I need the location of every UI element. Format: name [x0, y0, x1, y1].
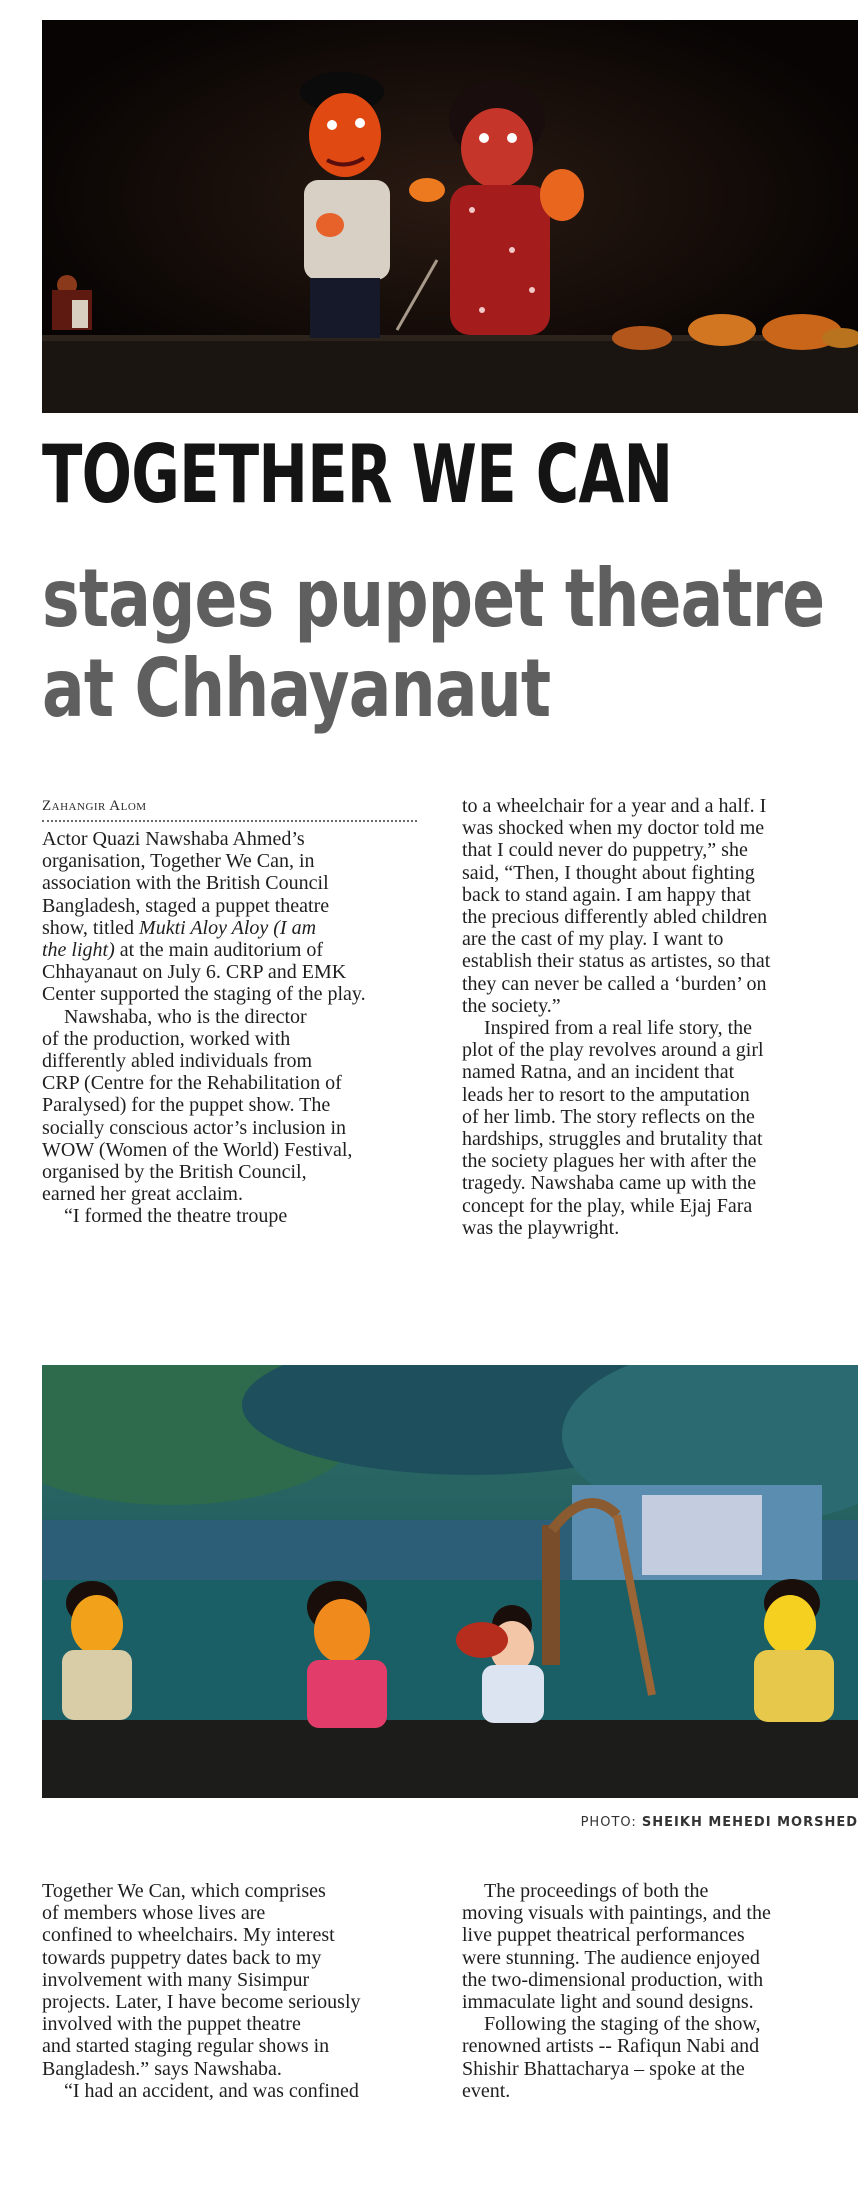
photo-credit-prefix: PHOTO:: [580, 1815, 642, 1830]
headline-subtitle-line-1: stages puppet theatre: [42, 552, 825, 645]
paragraph: Inspired from a real life story, the plot of the play revolves around a girl named Ratna, and an incident that leads her to resort to the amputation of her limb. The story reflects on the hardships, struggles and brutality that the society plagues her with after the tragedy. Nawshaba came up with the concept for the play, while Ejaj Fara was the playwright.: [462, 1017, 764, 1239]
puppet-backdrop-image: [42, 1365, 858, 1798]
paragraph: Nawshaba, who is the director of the production, worked with differently abled individuals from CRP (Centre for the Rehabilitation of Paralysed) for the puppet show. The socially conscious actor’s inclusion in WOW (Women of the World) Festival, organised by the British Council, earned her great acclaim.: [42, 1005, 353, 1206]
paragraph: “I formed the theatre troupe: [64, 1205, 288, 1228]
byline: Zahangir Alom: [42, 798, 417, 822]
paragraph: The proceedings of both the moving visuals with paintings, and the live puppet theatrical performances were stunning. The audience enjoyed the two-dimensional production, with immaculate light and sound designs.: [462, 1880, 771, 2014]
paragraph: Together We Can, which comprises of members whose lives are confined to wheelchairs. My interest towards puppetry dates back to my involvement with many Sisimpur projects. Later, I have become seriously involved with the puppet theatre and started staging regular shows in Bangladesh.” says Nawshaba.: [42, 1880, 361, 2080]
paragraph: to a wheelchair for a year and a half. I was shocked when my doctor told me that I could never do puppetry,” she said, “Then, I thought about fighting back to stand again. I am happy that the precious differently abled children are the cast of my play. I want to establish their status as artistes, so that they can never be called a ‘burden’ on the society.”: [462, 795, 771, 1017]
headline-subtitle-line-2: at Chhayanaut: [42, 641, 551, 735]
puppet-show-photo-bottom: [42, 1365, 858, 1798]
puppet-stage-image: [42, 20, 858, 413]
photographer-name: SHEIKH MEHEDI MORSHED: [641, 1815, 858, 1830]
paragraph: “I had an accident, and was confined: [64, 2079, 359, 2102]
article-column-3: [42, 1880, 437, 2102]
headline-subtitle: [42, 552, 825, 735]
article-column-4: [462, 1880, 857, 2102]
article-column-1: [42, 828, 437, 1228]
article-column-2: [462, 795, 857, 1239]
paragraph-intro: [42, 828, 437, 1006]
headline-title: TOGETHER WE CAN: [42, 428, 673, 521]
text-segment: Actor Quazi Nawshaba Ahmed’s organisation, Together We Can, in association with the British Council Bangladesh, staged a puppet theatre show, titled: [42, 828, 330, 939]
play-title: Mukti Aloy Aloy (I am the light): [42, 916, 317, 962]
paragraph: Following the staging of the show, renowned artists -- Rafiqun Nabi and Shishir Bhattacharya – spoke at the event.: [462, 2013, 761, 2102]
puppet-show-photo-top: [42, 20, 858, 413]
photo-credit: [581, 1815, 858, 1830]
text-segment: at the main auditorium of Chhayanaut on July 6. CRP and EMK Center supported the staging of the play.: [42, 939, 366, 1006]
